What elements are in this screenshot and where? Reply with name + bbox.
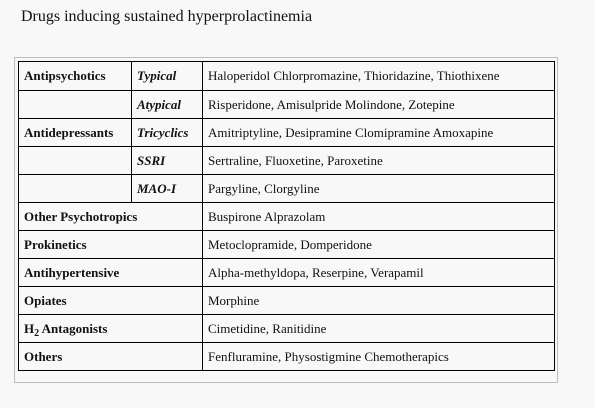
drugs-cell: Fenfluramine, Physostigmine Chemotherapics	[203, 343, 555, 371]
table-row-antipsychotics-typical	[19, 62, 555, 91]
subclass-cell: SSRI	[132, 147, 203, 175]
drugs-cell: Pargyline, Clorgyline	[203, 175, 555, 203]
page-title: Drugs inducing sustained hyperprolactinemia	[21, 8, 313, 25]
drugs-cell: Cimetidine, Ranitidine	[203, 315, 555, 343]
table-row-prokinetics	[19, 231, 555, 259]
category-cell: Others	[19, 343, 203, 371]
table-row-others	[19, 343, 555, 371]
drugs-cell: Risperidone, Amisulpride Molindone, Zotepine	[203, 91, 555, 119]
category-cell: Prokinetics	[19, 231, 203, 259]
table-row-antipsychotics-atypical	[19, 91, 555, 119]
category-cell: Opiates	[19, 287, 203, 315]
drugs-cell: Metoclopramide, Domperidone	[203, 231, 555, 259]
table-row-other-psychotropics	[19, 203, 555, 231]
drug-table	[18, 61, 555, 371]
drugs-cell: Sertraline, Fluoxetine, Paroxetine	[203, 147, 555, 175]
drugs-cell: Buspirone Alprazolam	[203, 203, 555, 231]
table-row-antidepressants-tricyclics	[19, 119, 555, 147]
drugs-cell: Alpha-methyldopa, Reserpine, Verapamil	[203, 259, 555, 287]
category-cell-empty	[19, 147, 132, 175]
subclass-cell: Atypical	[132, 91, 203, 119]
subclass-cell: Tricyclics	[132, 119, 203, 147]
category-rest-text: Antagonists	[39, 320, 108, 336]
drugs-cell: Haloperidol Chlorpromazine, Thioridazine, Thiothixene	[203, 62, 555, 91]
table-row-antidepressants-maoi	[19, 175, 555, 203]
category-main-text: H	[24, 320, 35, 336]
table-row-antidepressants-ssri	[19, 147, 555, 175]
category-cell-empty	[19, 175, 132, 203]
category-subscript: 2	[34, 327, 40, 339]
category-cell: Antipsychotics	[19, 62, 132, 91]
table-row-antihypertensive	[19, 259, 555, 287]
drugs-cell: Morphine	[203, 287, 555, 315]
category-cell: Other Psychotropics	[19, 203, 203, 231]
subclass-cell: Typical	[132, 62, 203, 91]
table-row-h2-antagonists	[19, 315, 555, 343]
drugs-cell: Amitriptyline, Desipramine Clomipramine Amoxapine	[203, 119, 555, 147]
category-cell-empty	[19, 91, 132, 119]
table-row-opiates	[19, 287, 555, 315]
category-cell: Antidepressants	[19, 119, 132, 147]
category-cell: Antihypertensive	[19, 259, 203, 287]
category-cell	[19, 315, 203, 343]
subclass-cell: MAO-I	[132, 175, 203, 203]
